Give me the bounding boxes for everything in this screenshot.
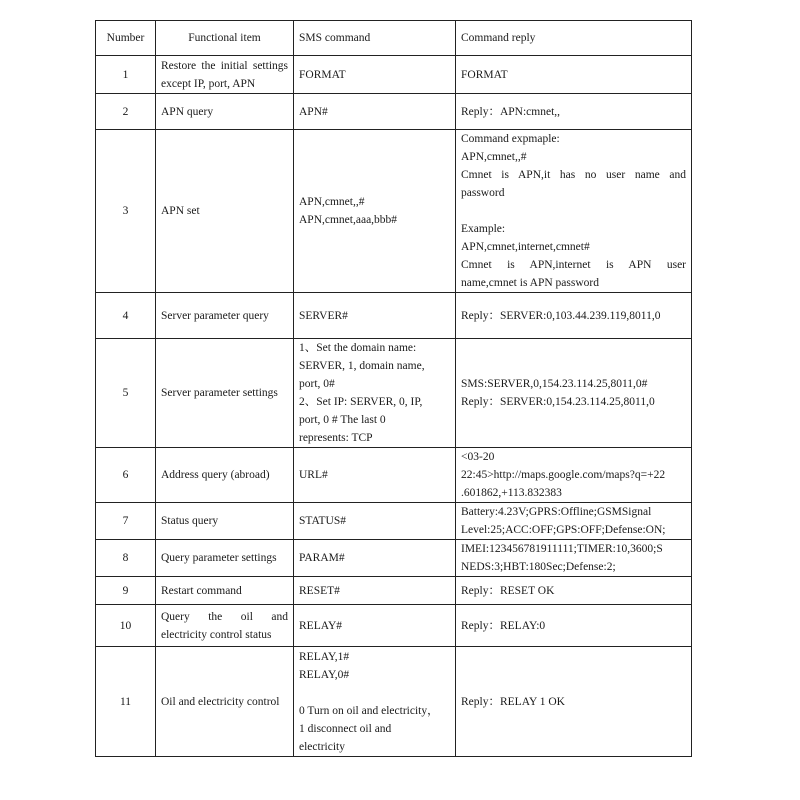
header-command-reply: Command reply [456,21,692,56]
cell-text-line: 0 Turn on oil and electricity， [299,704,439,717]
cell-text-line: password [461,187,505,199]
cell-text-line: APN query [161,105,214,118]
cell-text-line: Server parameter query [161,309,269,322]
functional-item-cell [156,540,294,577]
blank-line [299,684,450,702]
cell-text-line: APN# [299,105,328,118]
cell-text-line: Query parameter settings [161,552,277,564]
functional-item-cell [156,605,294,647]
command-reply-cell [456,540,692,577]
row-number: 6 [96,448,156,503]
cell-text-line: Server parameter settings [161,387,278,399]
cell-text-line: APN,cmnet,,# [461,151,527,163]
cell-text-line: Command expmaple: [461,133,560,145]
table-header-row [96,21,692,56]
header-sms-command: SMS command [294,21,456,56]
cell-text-line: FORMAT [461,68,508,81]
functional-item-cell [156,448,294,503]
command-reply-cell [456,94,692,130]
table-row [96,647,692,757]
table-body [96,56,692,757]
cell-text-line: SMS:SERVER,0,154.23.114.25,8011,0# [461,378,648,390]
command-reply-cell [456,448,692,503]
header-functional-item: Functional item [156,21,294,56]
table-row [96,94,692,130]
cell-text-line: URL# [299,469,328,481]
table-row [96,339,692,448]
command-reply-cell [456,56,692,94]
cell-text-line: Reply：RESET OK [461,584,555,597]
cell-text-line: name,cmnet is APN password [461,277,599,289]
table-row [96,503,692,540]
cell-text-line: APN,cmnet,,# [299,196,365,208]
blank-line [461,202,686,220]
sms-command-cell [294,94,456,130]
functional-item-cell [156,293,294,339]
cell-text-line: Reply：RELAY 1 OK [461,695,565,708]
sms-command-cell [294,293,456,339]
row-number: 8 [96,540,156,577]
row-number: 1 [96,56,156,94]
command-reply-cell [456,605,692,647]
sms-command-cell [294,130,456,293]
cell-text-line: RELAY,1# [299,650,350,663]
table-row [96,577,692,605]
cell-text-line: Address query (abroad) [161,469,270,481]
cell-text-line: Cmnet is APN,internet is APN user [461,259,686,271]
cell-text-line: <03-20 [461,451,495,463]
cell-text-line: represents: TCP [299,432,373,444]
sms-command-table [95,20,692,757]
functional-item-cell [156,94,294,130]
row-number: 5 [96,339,156,448]
command-reply-cell [456,577,692,605]
row-number: 9 [96,577,156,605]
cell-text-line: RELAY,0# [299,668,350,681]
cell-text-line: Reply：SERVER:0,154.23.114.25,8011,0 [461,396,655,408]
cell-text-line: SERVER, 1, domain name, [299,360,425,372]
sms-command-cell [294,647,456,757]
cell-text-line: APN,cmnet,internet,cmnet# [461,241,590,253]
cell-text-line: PARAM# [299,552,345,564]
cell-text-line: electricity [299,740,345,753]
command-reply-cell [456,339,692,448]
cell-text-line: Level:25;ACC:OFF;GPS:OFF;Defense:ON; [461,524,666,536]
cell-text-line: Status query [161,515,219,527]
table-row [96,448,692,503]
functional-item-cell [156,647,294,757]
cell-text-line: 22:45>http://maps.google.com/maps?q=+22 [461,469,666,481]
cell-text-line: Battery:4.23V;GPRS:Offline;GSMSignal [461,506,652,518]
sms-command-cell [294,339,456,448]
cell-text-line: APN,cmnet,aaa,bbb# [299,214,398,226]
row-number: 2 [96,94,156,130]
cell-text-line: Reply：RELAY:0 [461,619,546,632]
row-number: 4 [96,293,156,339]
table-row [96,540,692,577]
sms-command-cell [294,56,456,94]
header-number: Number [96,21,156,56]
cell-text-line: 1 disconnect oil and [299,722,392,735]
cell-text-line: .601862,+113.832383 [461,487,562,499]
row-number: 3 [96,130,156,293]
cell-text-line: 2、Set IP: SERVER, 0, IP, [299,396,423,408]
table-row [96,130,692,293]
cell-text-line: Restart command [161,584,242,597]
cell-text-line: FORMAT [299,68,346,81]
cell-text-line: except IP, port, APN [161,77,256,90]
cell-text-line: electricity control status [161,628,272,641]
cell-text-line: Oil and electricity control [161,695,280,708]
cell-text-line: port, 0# [299,378,335,390]
functional-item-cell [156,339,294,448]
cell-text-line: Reply：SERVER:0,103.44.239.119,8011,0 [461,309,661,322]
cell-text-line: Restore the initial settings [161,59,288,72]
cell-text-line: port, 0 # The last 0 [299,414,386,426]
cell-text-line: STATUS# [299,515,347,527]
table-row [96,293,692,339]
row-number: 11 [96,647,156,757]
functional-item-cell [156,503,294,540]
cell-text-line: Example: [461,223,506,235]
cell-text-line: Reply：APN:cmnet,, [461,105,561,118]
cell-text-line: NEDS:3;HBT:180Sec;Defense:2; [461,561,616,573]
cell-text-line: RELAY# [299,619,343,632]
command-reply-cell [456,503,692,540]
sms-command-cell [294,605,456,647]
sms-command-cell [294,503,456,540]
command-reply-cell [456,647,692,757]
row-number: 7 [96,503,156,540]
command-reply-cell [456,293,692,339]
functional-item-cell [156,56,294,94]
table-row [96,56,692,94]
cell-text-line: Query the oil and [161,610,288,623]
cell-text-line: Cmnet is APN,it has no user name and [461,169,686,181]
table-row [96,605,692,647]
cell-text-line: 1、Set the domain name: [299,342,417,354]
sms-command-cell [294,540,456,577]
cell-text-line: RESET# [299,584,340,597]
sms-command-cell [294,577,456,605]
cell-text-line: IMEI:123456781911111;TIMER:10,3600;S [461,543,663,555]
sms-command-cell [294,448,456,503]
cell-text-line: APN set [161,205,200,217]
command-reply-cell [456,130,692,293]
functional-item-cell [156,577,294,605]
functional-item-cell [156,130,294,293]
row-number: 10 [96,605,156,647]
cell-text-line: SERVER# [299,309,348,322]
